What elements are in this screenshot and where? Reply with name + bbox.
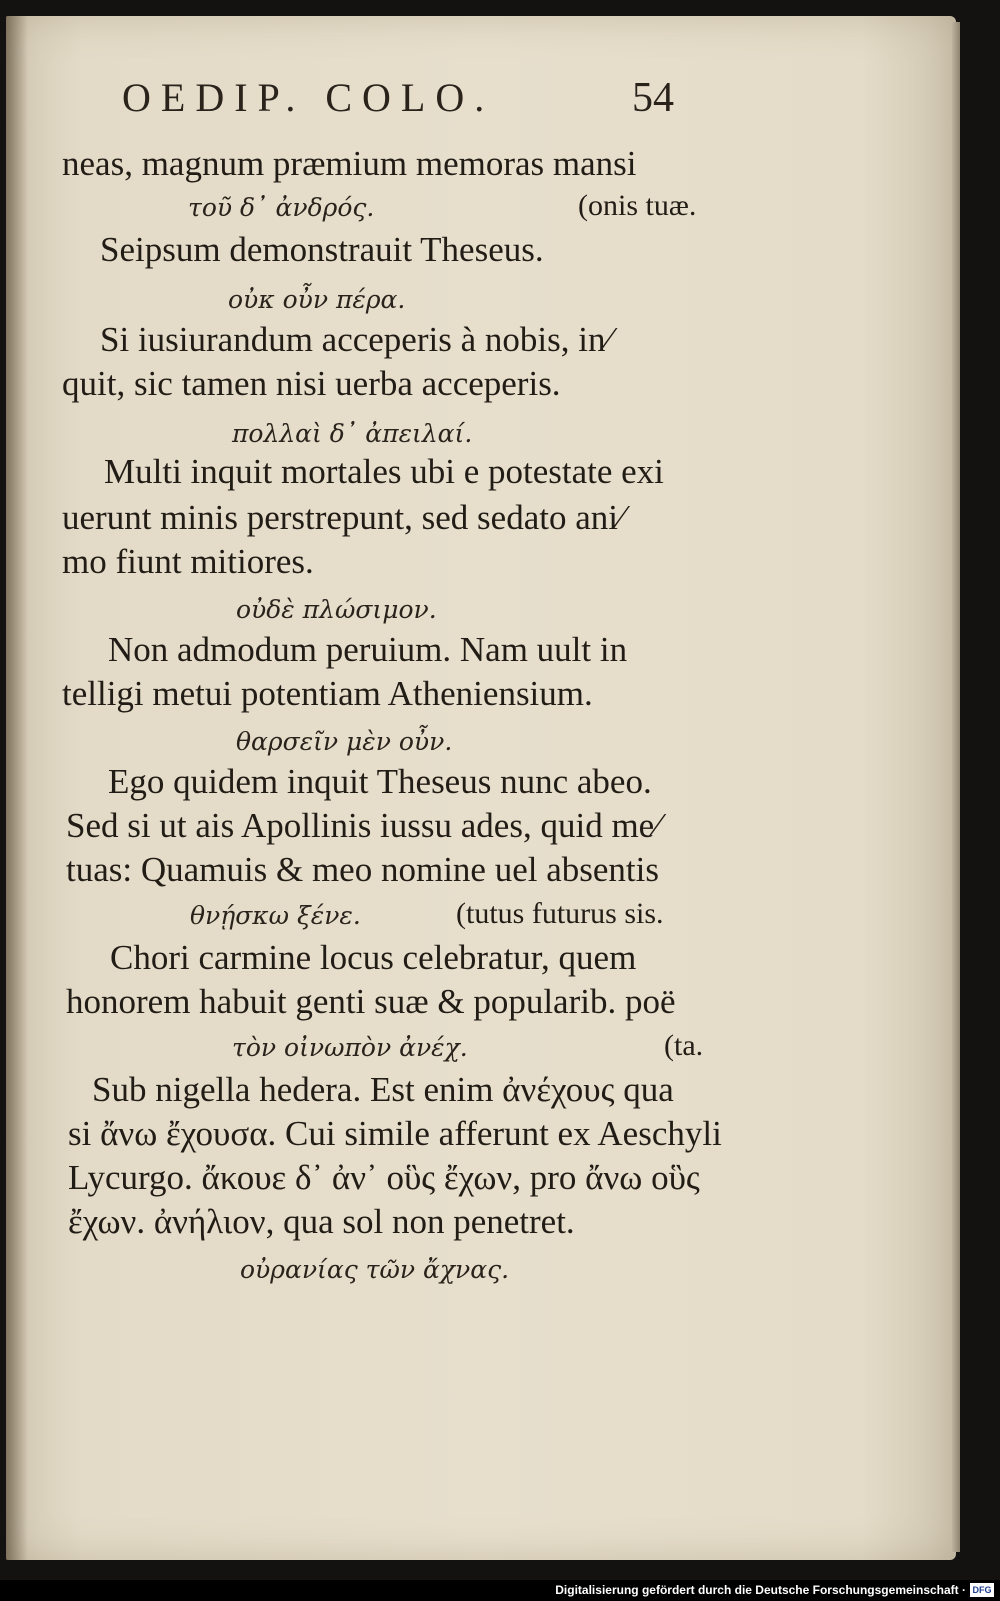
text-line-18: ἔχων. ἀνήλιον, qua sol non penetret.: [68, 1202, 575, 1241]
greek-line-4: οὐδὲ πλώσιμον.: [236, 595, 437, 624]
text-line-11: Sed si ut ais Apollinis iussu ades, quid me⁄: [66, 806, 661, 845]
greek-line-5: θαρσεῖν μὲν οὖν.: [236, 727, 453, 756]
text-line-15: Sub nigella hedera. Est enim ἀνέχους qua: [92, 1070, 674, 1109]
text-line-14: honorem habuit genti suæ & popularib. poë: [66, 982, 676, 1021]
text-line-12-cont: (tutus futurus sis.: [456, 897, 664, 930]
dfg-logo-icon: DFG: [970, 1583, 994, 1597]
text-line-17: Lycurgo. ἄκουε δ᾽ ἀν᾽ οὓς ἔχων, pro ἄνω οὓς: [68, 1158, 700, 1197]
greek-line-7: τὸν οἰνωπὸν ἀνέχ.: [232, 1033, 468, 1062]
text-line-13: Chori carmine locus celebratur, quem: [110, 938, 637, 977]
greek-line-2: οὐκ οὖν πέρα.: [228, 285, 406, 314]
text-line-4: quit, sic tamen nisi uerba acceperis.: [62, 364, 561, 403]
text-line-16: si ἄνω ἔχουσα. Cui simile afferunt ex Aeschyli: [68, 1114, 722, 1153]
footer-credit: Digitalisierung gefördert durch die Deutsche Forschungsgemeinschaft ·: [555, 1583, 966, 1597]
page-gutter-shadow: [6, 16, 28, 1560]
text-line-7: mo fiunt mitiores.: [62, 542, 314, 581]
greek-line-6: θνῄσκω ξένε.: [190, 901, 361, 930]
text-line-12: tuas: Quamuis & meo nomine uel absentis: [66, 850, 659, 889]
text-line-1-cont: (onis tuæ.: [578, 189, 697, 222]
text-line-2: Seipsum demonstrauit Theseus.: [100, 230, 544, 269]
greek-line-8: οὐρανίας τῶν ἄχνας.: [240, 1255, 510, 1284]
text-line-5: Multi inquit mortales ubi e potestate exi: [104, 452, 664, 491]
text-line-10: Ego quidem inquit Theseus nunc abeo.: [108, 762, 652, 801]
text-line-1: neas, magnum præmium memoras mansi: [62, 144, 637, 183]
page-number: 54: [632, 75, 674, 121]
page-edge: [952, 22, 960, 1552]
greek-line-1: τοῦ δ᾽ ἀνδρός.: [188, 193, 375, 222]
text-line-9: telligi metui potentiam Atheniensium.: [62, 674, 593, 713]
text-line-3: Si iusiurandum acceperis à nobis, in⁄: [100, 320, 612, 359]
text-line-8: Non admodum peruium. Nam uult in: [108, 630, 628, 669]
text-line-6: uerunt minis perstrepunt, sed sedato ani⁄: [62, 498, 624, 537]
running-title: OEDIP. COLO.: [122, 75, 495, 120]
greek-line-3: πολλαὶ δ᾽ ἀπειλαί.: [232, 419, 473, 448]
footer-bar: [0, 1580, 1000, 1601]
text-line-14-cont: (ta.: [664, 1029, 704, 1062]
